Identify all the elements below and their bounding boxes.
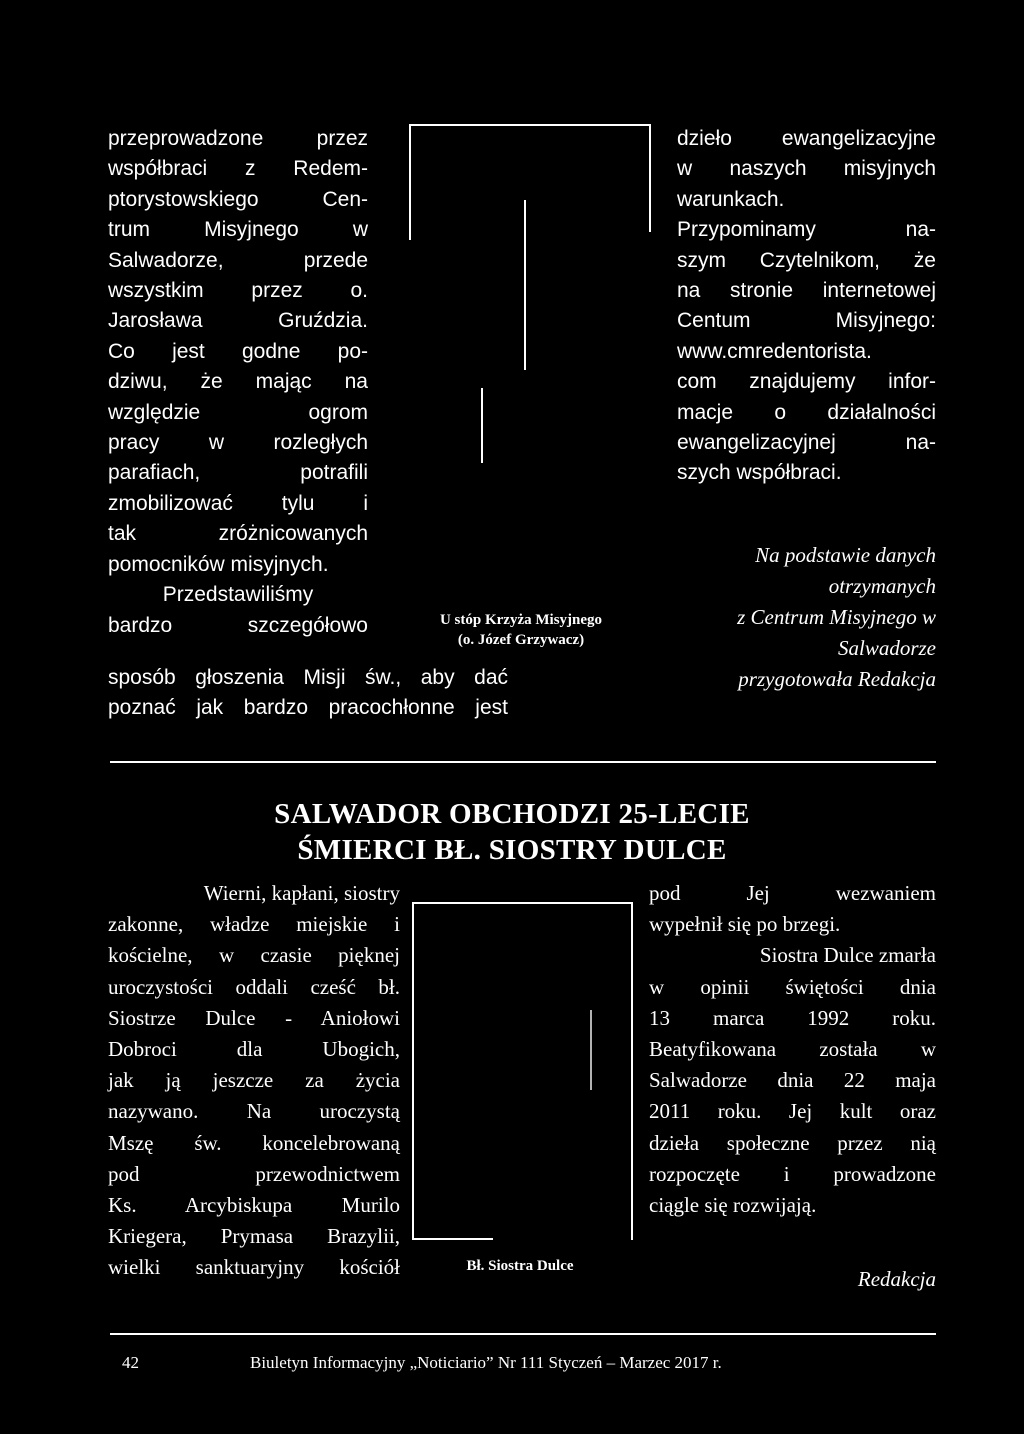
article2-right-line: Beatyfikowana została w <box>649 1037 936 1062</box>
article1-left-line: Jarosława Gruździa. <box>108 309 368 333</box>
photo-cross-caption-line1: U stóp Krzyża Misyjnego <box>439 612 603 628</box>
article1-right-line: w naszych misyjnych <box>677 157 936 181</box>
article1-right-line: szym Czytelnikom, że <box>677 248 936 272</box>
article2-left-line: Mszę św. koncelebrowaną <box>108 1130 400 1155</box>
article2-signature: Redakcja <box>857 1267 936 1291</box>
article2-left-line: Kriegera, Prymasa Brazylii, <box>108 1224 400 1249</box>
article1-left-line: tak zróżnicowanych <box>108 522 368 546</box>
article2-left-line: wielki sanktuaryjny kościół <box>108 1255 400 1280</box>
article1-wide-line: poznać jak bardzo pracochłonne jest <box>108 696 508 720</box>
article2-right-line: 2011 roku. Jej kult oraz <box>649 1099 936 1124</box>
article1-left-line: Co jest godne po- <box>108 339 368 363</box>
article1-signature-line: Na podstawie danych <box>755 543 936 567</box>
article1-left-line: pomocników misyjnych. <box>108 552 329 576</box>
article2-left-line: Dobroci dla Ubogich, <box>108 1037 400 1062</box>
article1-right-line: ewangelizacyjnej na- <box>677 431 936 455</box>
article1-right-line: Centum Misyjnego: <box>677 309 936 333</box>
page-number: 42 <box>122 1353 139 1372</box>
photo-cross-caption <box>412 610 630 650</box>
article2-right-line: wypełnił się po brzegi. <box>649 912 841 937</box>
footer-publication: Biuletyn Informacyjny „Noticiario” Nr 111 Styczeń – Marzec 2017 r. <box>250 1353 722 1372</box>
article1-left-line: Salwadorze, przede <box>108 248 368 272</box>
article1-right-line: na stronie internetowej <box>677 279 936 303</box>
article1-left-line: parafiach, potrafili <box>108 461 368 485</box>
article2-left-line: uroczystości oddali cześć bł. <box>108 974 400 999</box>
article1-left-line: dziwu, że mając na <box>108 370 368 394</box>
article1-left-line: pracy w rozległych <box>108 431 368 455</box>
article2-left-line: nazywano. Na uroczystą <box>108 1099 400 1124</box>
article1-wide-line: sposób głoszenia Misji św., aby dać <box>108 666 508 689</box>
footer-rule <box>110 1333 936 1335</box>
article2-title <box>200 796 824 868</box>
article1-right-column <box>677 124 936 489</box>
article2-right-line: w opinii świętości dnia <box>649 974 936 999</box>
photo-cross-caption-line2: (o. Józef Grzywacz) <box>457 632 585 648</box>
article1-left-line: współbraci z Redem- <box>108 157 368 181</box>
article1-left-column <box>108 124 368 641</box>
article2-left-line: kościelne, w czasie pięknej <box>108 943 400 968</box>
article1-wide-lines <box>108 663 508 724</box>
article1-left-line: trum Misyjnego w <box>108 218 368 242</box>
article1-right-line: com znajdujemy infor- <box>677 370 936 394</box>
article1-right-line: macje o działalności <box>677 400 936 424</box>
article2-right-line: ciągle się rozwijają. <box>649 1193 817 1218</box>
article-separator <box>110 761 936 763</box>
photo-dulce-caption: Bł. Siostra Dulce <box>466 1258 574 1274</box>
article1-signature-line: przygotowała Redakcja <box>738 667 936 691</box>
article1-left-line: przeprowadzone przez <box>108 127 368 150</box>
article1-signature-line: Salwadorze <box>837 636 936 660</box>
article1-right-line: Przypominamy na- <box>677 218 936 242</box>
article1-left-line: ptorystowskiego Cen- <box>108 187 368 211</box>
article2-left-line: pod przewodnictwem <box>108 1161 400 1186</box>
article2-title-line1: SALWADOR OBCHODZI 25-LECIE <box>274 798 750 830</box>
article1-left-line: wszystkim przez o. <box>108 279 368 303</box>
article1-right-line: warunkach. <box>677 187 785 211</box>
article1-right-line: szych współbraci. <box>677 461 842 485</box>
article1-right-line: www.cmredentorista. <box>677 339 872 363</box>
article2-right-line: Siostra Dulce zmarła <box>759 943 936 968</box>
article2-left-line: zakonne, władze miejskie i <box>108 912 400 937</box>
article2-left-line: jak ją jeszcze za życia <box>108 1068 400 1093</box>
article1-left-line: względzie ogrom <box>108 400 368 424</box>
article2-right-column <box>649 878 936 1221</box>
article2-right-line: dzieła społeczne przez nią <box>649 1130 936 1155</box>
article2-left-line: Ks. Arcybiskupa Murilo <box>108 1193 400 1218</box>
article2-left-column <box>108 878 400 1284</box>
article1-right-line: dzieło ewangelizacyjne <box>677 127 936 150</box>
article1-signature <box>677 540 936 695</box>
article1-left-line: zmobilizować tylu i <box>108 491 368 515</box>
article2-left-line: Siostrze Dulce - Aniołowi <box>108 1005 400 1030</box>
article2-title-line2: ŚMIERCI BŁ. SIOSTRY DULCE <box>297 834 727 866</box>
article1-signature-line: otrzymanych <box>828 574 936 598</box>
article1-signature-line: z Centrum Misyjnego w <box>737 605 936 629</box>
article1-left-line: Przedstawiliśmy <box>162 583 314 607</box>
article1-left-line: bardzo szczegółowo <box>108 613 368 637</box>
article2-left-line: Wierni, kapłani, siostry <box>203 881 400 905</box>
article2-right-line: Salwadorze dnia 22 maja <box>649 1068 936 1093</box>
article2-right-line: 13 marca 1992 roku. <box>649 1005 936 1030</box>
article2-right-line: pod Jej wezwaniem <box>649 881 936 905</box>
article2-right-line: rozpoczęte i prowadzone <box>649 1161 936 1186</box>
